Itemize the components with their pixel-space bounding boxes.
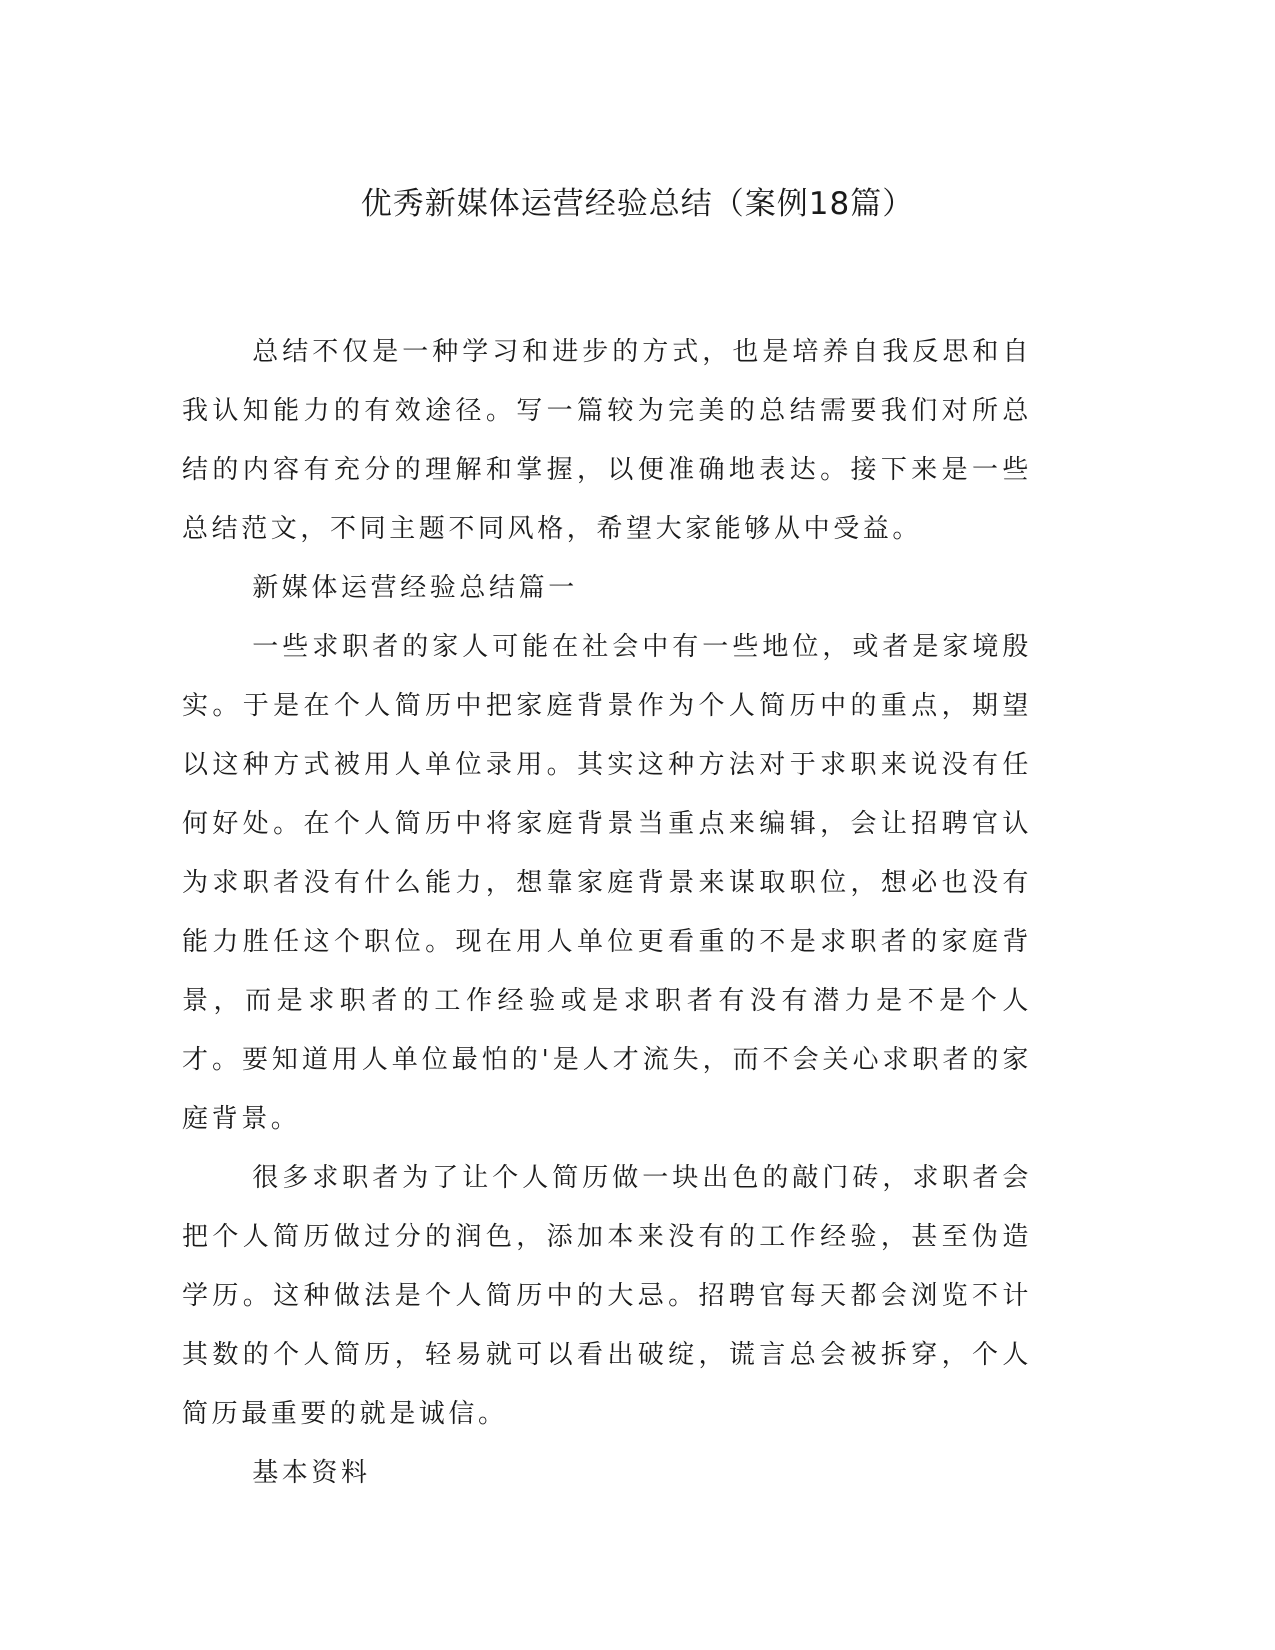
body-paragraph: 很多求职者为了让个人简历做一块出色的敲门砖，求职者会把个人简历做过分的润色，添加本来没有的工作经验，甚至伪造学历。这种做法是个人简历中的大忌。招聘官每天都会浏览不计其数的个人简历，轻易就可以看出破绽，谎言总会被拆穿，个人简历最重要的就是诚信。: [182, 1163, 1032, 1429]
subsection-heading: 基本资料: [252, 1458, 371, 1488]
document-body: [182, 323, 1032, 1503]
body-paragraph: 一些求职者的家人可能在社会中有一些地位，或者是家境殷实。于是在个人简历中把家庭背景作为个人简历中的重点，期望以这种方式被用人单位录用。其实这种方法对于求职来说没有任何好处。在个人简历中将家庭背景当重点来编辑，会让招聘官认为求职者没有什么能力，想靠家庭背景来谋取职位，想必也没有能力胜任这个职位。现在用人单位更看重的不是求职者的家庭背景，而是求职者的工作经验或是求职者有没有潜力是不是个人才。要知道用人单位最怕的'是人才流失，而不会关心求职者的家庭背景。: [182, 632, 1032, 1134]
intro-paragraph: 总结不仅是一种学习和进步的方式，也是培养自我反思和自我认知能力的有效途径。写一篇较为完美的总结需要我们对所总结的内容有充分的理解和掌握，以便准确地表达。接下来是一些总结范文，不同主题不同风格，希望大家能够从中受益。: [182, 337, 1032, 544]
section-heading: 新媒体运营经验总结篇一: [252, 573, 578, 603]
document-title: 优秀新媒体运营经验总结（案例18篇）: [360, 186, 915, 222]
